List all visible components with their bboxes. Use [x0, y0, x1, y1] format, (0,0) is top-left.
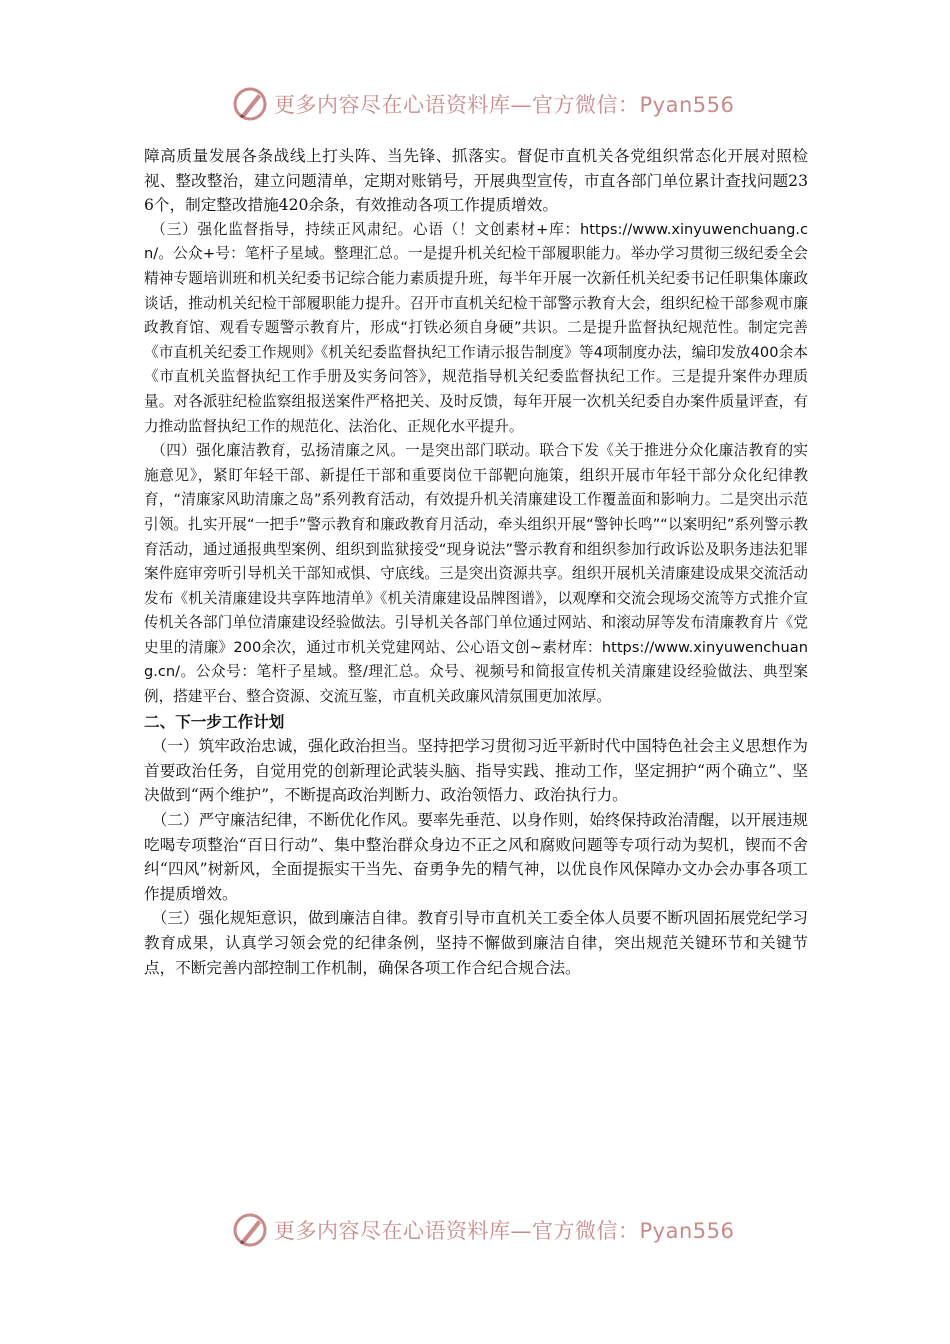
- paragraph-1: 障高质量发展各条战线上打头阵、当先锋、抓落实。督促市直机关各党组织常态化开展对照检视、整改整治，建立问题清单，定期对账销号，开展典型宣传，市直各部门单位累计查找问题236个，制定整改措施420余条，有效推动各项工作提质增效。: [144, 147, 808, 215]
- pen-logo-icon: [232, 1212, 268, 1248]
- banner-text: 更多内容尽在心语资料库—官方微信：Pyan556: [274, 93, 735, 117]
- header-banner: [232, 82, 752, 126]
- paragraph-2: （三）强化监督指导，持续正风肃纪。心语（！文创素材+库：https://www.xinyuwenchuang.cn/。公众+号：笔杆子星域。整理汇总。一是提升机关纪检干部履职能力。举办学习贯彻三级纪委全会精神专题培训班和机关纪委书记综合能力素质提升班，每半年开展一次新任机关纪委书记任职集体廉政谈话，推动机关纪检干部履职能力提升。召开市直机关纪检干部警示教育大会，组织纪检干部参观市廉政教育馆、观看专题警示教育片，形成“打铁必须自身硬”共识。二是提升监督执纪规范性。制定完善《市直机关纪委工作规则》《机关纪委监督执纪工作请示报告制度》等4项制度办法，编印发放400余本《市直机关监督执纪工作手册及实务问答》，规范指导机关纪委监督执纪工作。三是提升案件办理质量。对各派驻纪检监察组报送案件严格把关、及时反馈，每年开展一次机关纪委自办案件质量评查，有力推动监督执纪工作的规范化、法治化、正规化水平提升。: [144, 220, 808, 435]
- paragraph-5: （二）严守廉洁纪律，不断优化作风。要率先垂范、以身作则，始终保持政治清醒，以开展违规吃喝专项整治“百日行动”、集中整治群众身边不正之风和腐败问题等专项行动为契机，锲而不舍纠“四风”树新风，全面提振实干当先、奋勇争先的精气神，以优良作风保障办文办会办事各项工作提质增效。: [144, 811, 808, 903]
- paragraph-6: （三）强化规矩意识，做到廉洁自律。教育引导市直机关工委全体人员要不断巩固拓展党纪学习教育成果，认真学习领会党的纪律条例，坚持不懈做到廉洁自律，突出规范关键环节和关键节点，不断完善内部控制工作机制，确保各项工作合纪合规合法。: [144, 909, 808, 977]
- pen-logo-icon: [232, 86, 268, 122]
- footer-banner: [232, 1208, 752, 1252]
- section-heading: 二、下一步工作计划: [144, 712, 285, 731]
- paragraph-4: （一）筑牢政治忠诚，强化政治担当。坚持把学习贯彻习近平新时代中国特色社会主义思想作为首要政治任务，自觉用党的创新理论武装头脑、指导实践、推动工作，坚定拥护“两个确立”、坚决做到“两个维护”，不断提高政治判断力、政治领悟力、政治执行力。: [144, 737, 808, 805]
- document-body: [144, 144, 808, 980]
- banner-text: 更多内容尽在心语资料库—官方微信：Pyan556: [274, 1219, 735, 1243]
- paragraph-3: （四）强化廉洁教育，弘扬清廉之风。一是突出部门联动。联合下发《关于推进分众化廉洁教育的实施意见》，紧盯年轻干部、新提任干部和重要岗位干部靶向施策，组织开展市年轻干部分众化纪律教育，“清廉家风助清廉之岛”系列教育活动，有效提升机关清廉建设工作覆盖面和影响力。二是突出示范引领。扎实开展“一把手”警示教育和廉政教育月活动，牵头组织开展“警钟长鸣”“以案明纪”系列警示教育活动，通过通报典型案例、组织到监狱接受“现身说法”警示教育和组织参加行政诉讼及职务违法犯罪案件庭审旁听引导机关干部知戒惧、守底线。三是突出资源共享。组织开展机关清廉建设成果交流活动发布《机关清廉建设共享阵地清单》《机关清廉建设品牌图谱》，以观摩和交流会现场交流等方式推介宣传机关各部门单位清廉建设经验做法。引导机关各部门单位通过网站、和滚动屏等发布清廉教育片《党史里的清廉》200余次，通过市机关党建网站、公心语文创~素材库：https://www.xinyuwenchuang.cn/。公众号：笔杆子星域。整/理汇总。众号、视频号和简报宣传机关清廉建设经验做法、典型案例，搭建平台、整合资源、交流互鉴，市直机关政廉风清氛围更加浓厚。: [144, 442, 808, 706]
